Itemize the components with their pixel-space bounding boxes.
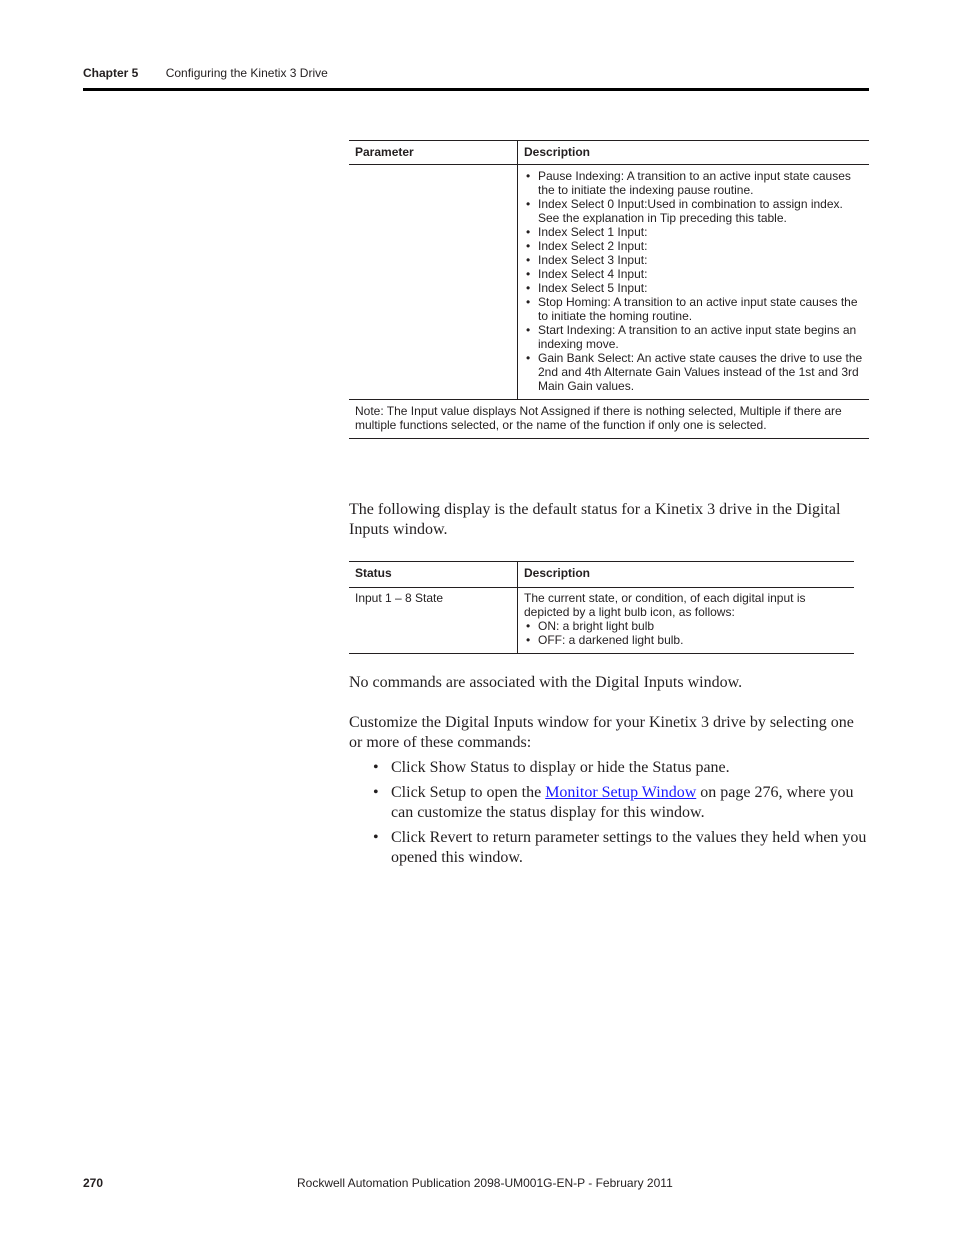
status-table-header: [349, 562, 854, 588]
command-list: [373, 758, 869, 873]
bullet-list: [524, 323, 863, 351]
list-item: • Index Select 3 Input:: [524, 253, 863, 267]
header-rule: [83, 88, 869, 91]
parameter-table: [349, 140, 869, 439]
table-row: [349, 165, 869, 400]
description-cell: [518, 588, 855, 654]
list-item: • OFF: a darkened light bulb.: [524, 633, 848, 647]
list-item: • ON: a bright light bulb: [524, 619, 848, 633]
status-table: [349, 561, 854, 654]
list-item: • Click Revert to return parameter settings to the values they held when you opened this window.: [373, 828, 869, 868]
bullet-list: [524, 169, 863, 197]
bullet-list: [524, 197, 863, 295]
list-item-text: on page 276, where you can customize the status display for this window.: [391, 784, 854, 821]
chapter-label: Chapter 5: [83, 66, 139, 80]
no-commands-paragraph: No commands are associated with the Digital Inputs window.: [349, 674, 743, 691]
status-description: The current state, or condition, of each digital input is depicted by a light bulb icon, as follows:: [524, 591, 806, 619]
intro-paragraph: The following display is the default status for a Kinetix 3 drive in the Digital Inputs window.: [349, 501, 841, 538]
list-item: • Start Indexing: A transition to an active input state begins an indexing move.: [524, 323, 863, 351]
list-item: • Index Select 4 Input:: [524, 267, 863, 281]
page-number: 270: [83, 1176, 104, 1190]
parameter-cell: [349, 165, 518, 400]
list-item: • Index Select 5 Input:: [524, 281, 863, 295]
customize-paragraph: Customize the Digital Inputs window for your Kinetix 3 drive by selecting one or more of these commands:: [349, 714, 854, 751]
description-column-header: Description: [524, 566, 591, 580]
table-note-row: [349, 400, 869, 439]
list-item-text: Click Setup to open the: [391, 784, 546, 801]
publication-info: Rockwell Automation Publication 2098-UM001G-EN-P - February 2011: [297, 1176, 673, 1190]
description-cell: [518, 165, 870, 400]
list-item: [373, 783, 869, 823]
parameter-column-header: Parameter: [349, 141, 518, 165]
description-column-header: Description: [524, 145, 591, 159]
list-item: • Click Show Status to display or hide the Status pane.: [373, 758, 869, 778]
chapter-title: Configuring the Kinetix 3 Drive: [165, 66, 328, 80]
parameter-table-header: [349, 141, 869, 165]
list-item: • Index Select 0 Input:Used in combination to assign index. See the explanation in Tip preceding this table.: [524, 197, 863, 225]
status-cell: Input 1 – 8 State: [349, 588, 518, 654]
bullet-list: [524, 351, 863, 393]
list-item: • Gain Bank Select: An active state causes the drive to use the 2nd and 4th Alternate Gain Values instead of the 1st and 3rd Main Gain values.: [524, 351, 863, 393]
page-header: [83, 66, 328, 80]
table-note: Note: The Input value displays Not Assigned if there is nothing selected, Multiple if there are multiple functions selected, or the name of the function if only one is selected.: [349, 400, 869, 439]
list-item: • Index Select 1 Input:: [524, 225, 863, 239]
monitor-setup-window-link[interactable]: Monitor Setup Window: [545, 784, 697, 801]
bullet-list: [524, 295, 863, 323]
bullet-list: [524, 619, 848, 647]
table-row: [349, 588, 854, 654]
status-column-header: Status: [349, 562, 518, 588]
list-item: • Index Select 2 Input:: [524, 239, 863, 253]
list-item: • Stop Homing: A transition to an active input state causes the to initiate the homing routine.: [524, 295, 863, 323]
list-item: • Pause Indexing: A transition to an active input state causes the to initiate the indexing pause routine.: [524, 169, 863, 197]
